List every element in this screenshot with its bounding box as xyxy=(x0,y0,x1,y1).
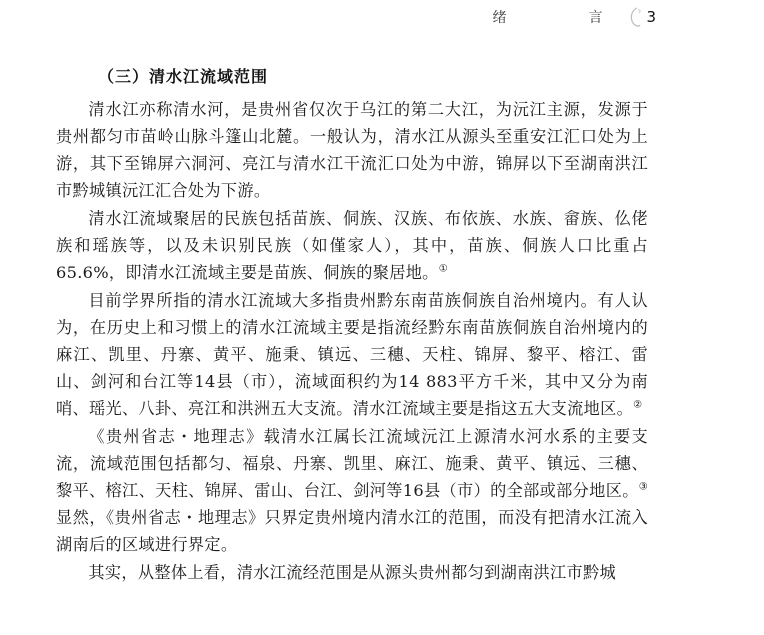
paragraph-text: 目前学界所指的清水江流域大多指贵州黔东南苗族侗族自治州境内。有人认为，在历史上和习惯上的清水江流域主要是指流经黔东南苗族侗族自治州境内的麻江、凯里、丹寨、黄平、施秉、镇远、三穗、天柱、锦屏、黎平、榕江、雷山、剑河和台江等14县（市），流域面积约为14 883平方千米，其中又分为南哨、瑶光、八卦、亮江和洪洲五大支流。清水江流域主要是指这五大支流地区。 xyxy=(56,291,648,418)
paragraph-text: 《贵州省志・地理志》载清水江属长江流域沅江上源清水河水系的主要支流，流域范围包括都匀、福泉、丹寨、凯里、麻江、施秉、黄平、镇远、三穗、黎平、榕江、天柱、锦屏、雷山、台江、剑河等16县（市）的全部或部分地区。 xyxy=(56,427,648,500)
paragraph-text: 显然，《贵州省志・地理志》只界定贵州境内清水江的范围，而没有把清水江流入湖南后的区域进行界定。 xyxy=(56,508,648,554)
running-header-title: 绪 言 xyxy=(492,10,637,26)
paragraph-text: 其实，从整体上看，清水江流经范围是从源头贵州都匀到湖南洪江市黔城 xyxy=(88,563,616,582)
swirl-ornament-icon xyxy=(628,6,642,28)
body-text xyxy=(56,96,648,586)
section-heading: （三）清水江流域范围 xyxy=(98,67,269,86)
paragraph xyxy=(56,205,648,286)
paragraph xyxy=(56,287,648,422)
paragraph xyxy=(56,96,648,204)
page-number: 3 xyxy=(646,8,656,26)
running-header xyxy=(492,6,656,28)
footnote-marker: ③ xyxy=(638,481,648,493)
paragraph xyxy=(56,423,648,558)
footnote-marker: ② xyxy=(633,399,643,411)
paragraph xyxy=(56,559,648,586)
footnote-marker: ① xyxy=(438,263,448,275)
paragraph-text: 清水江流域聚居的民族包括苗族、侗族、汉族、布依族、水族、畲族、仫佬族和瑶族等，以及未识别民族（如僅家人），其中，苗族、侗族人口比重占65.6%，即清水江流域主要是苗族、侗族的聚居地。 xyxy=(56,209,648,282)
paragraph-text: 清水江亦称清水河，是贵州省仅次于乌江的第二大江，为沅江主源，发源于贵州都匀市苗岭山脉斗篷山北麓。一般认为，清水江从源头至重安江汇口处为上游，其下至锦屏六洞河、亮江与清水江干流汇口处为中游，锦屏以下至湖南洪江市黔城镇沅江汇合处为下游。 xyxy=(56,100,648,200)
